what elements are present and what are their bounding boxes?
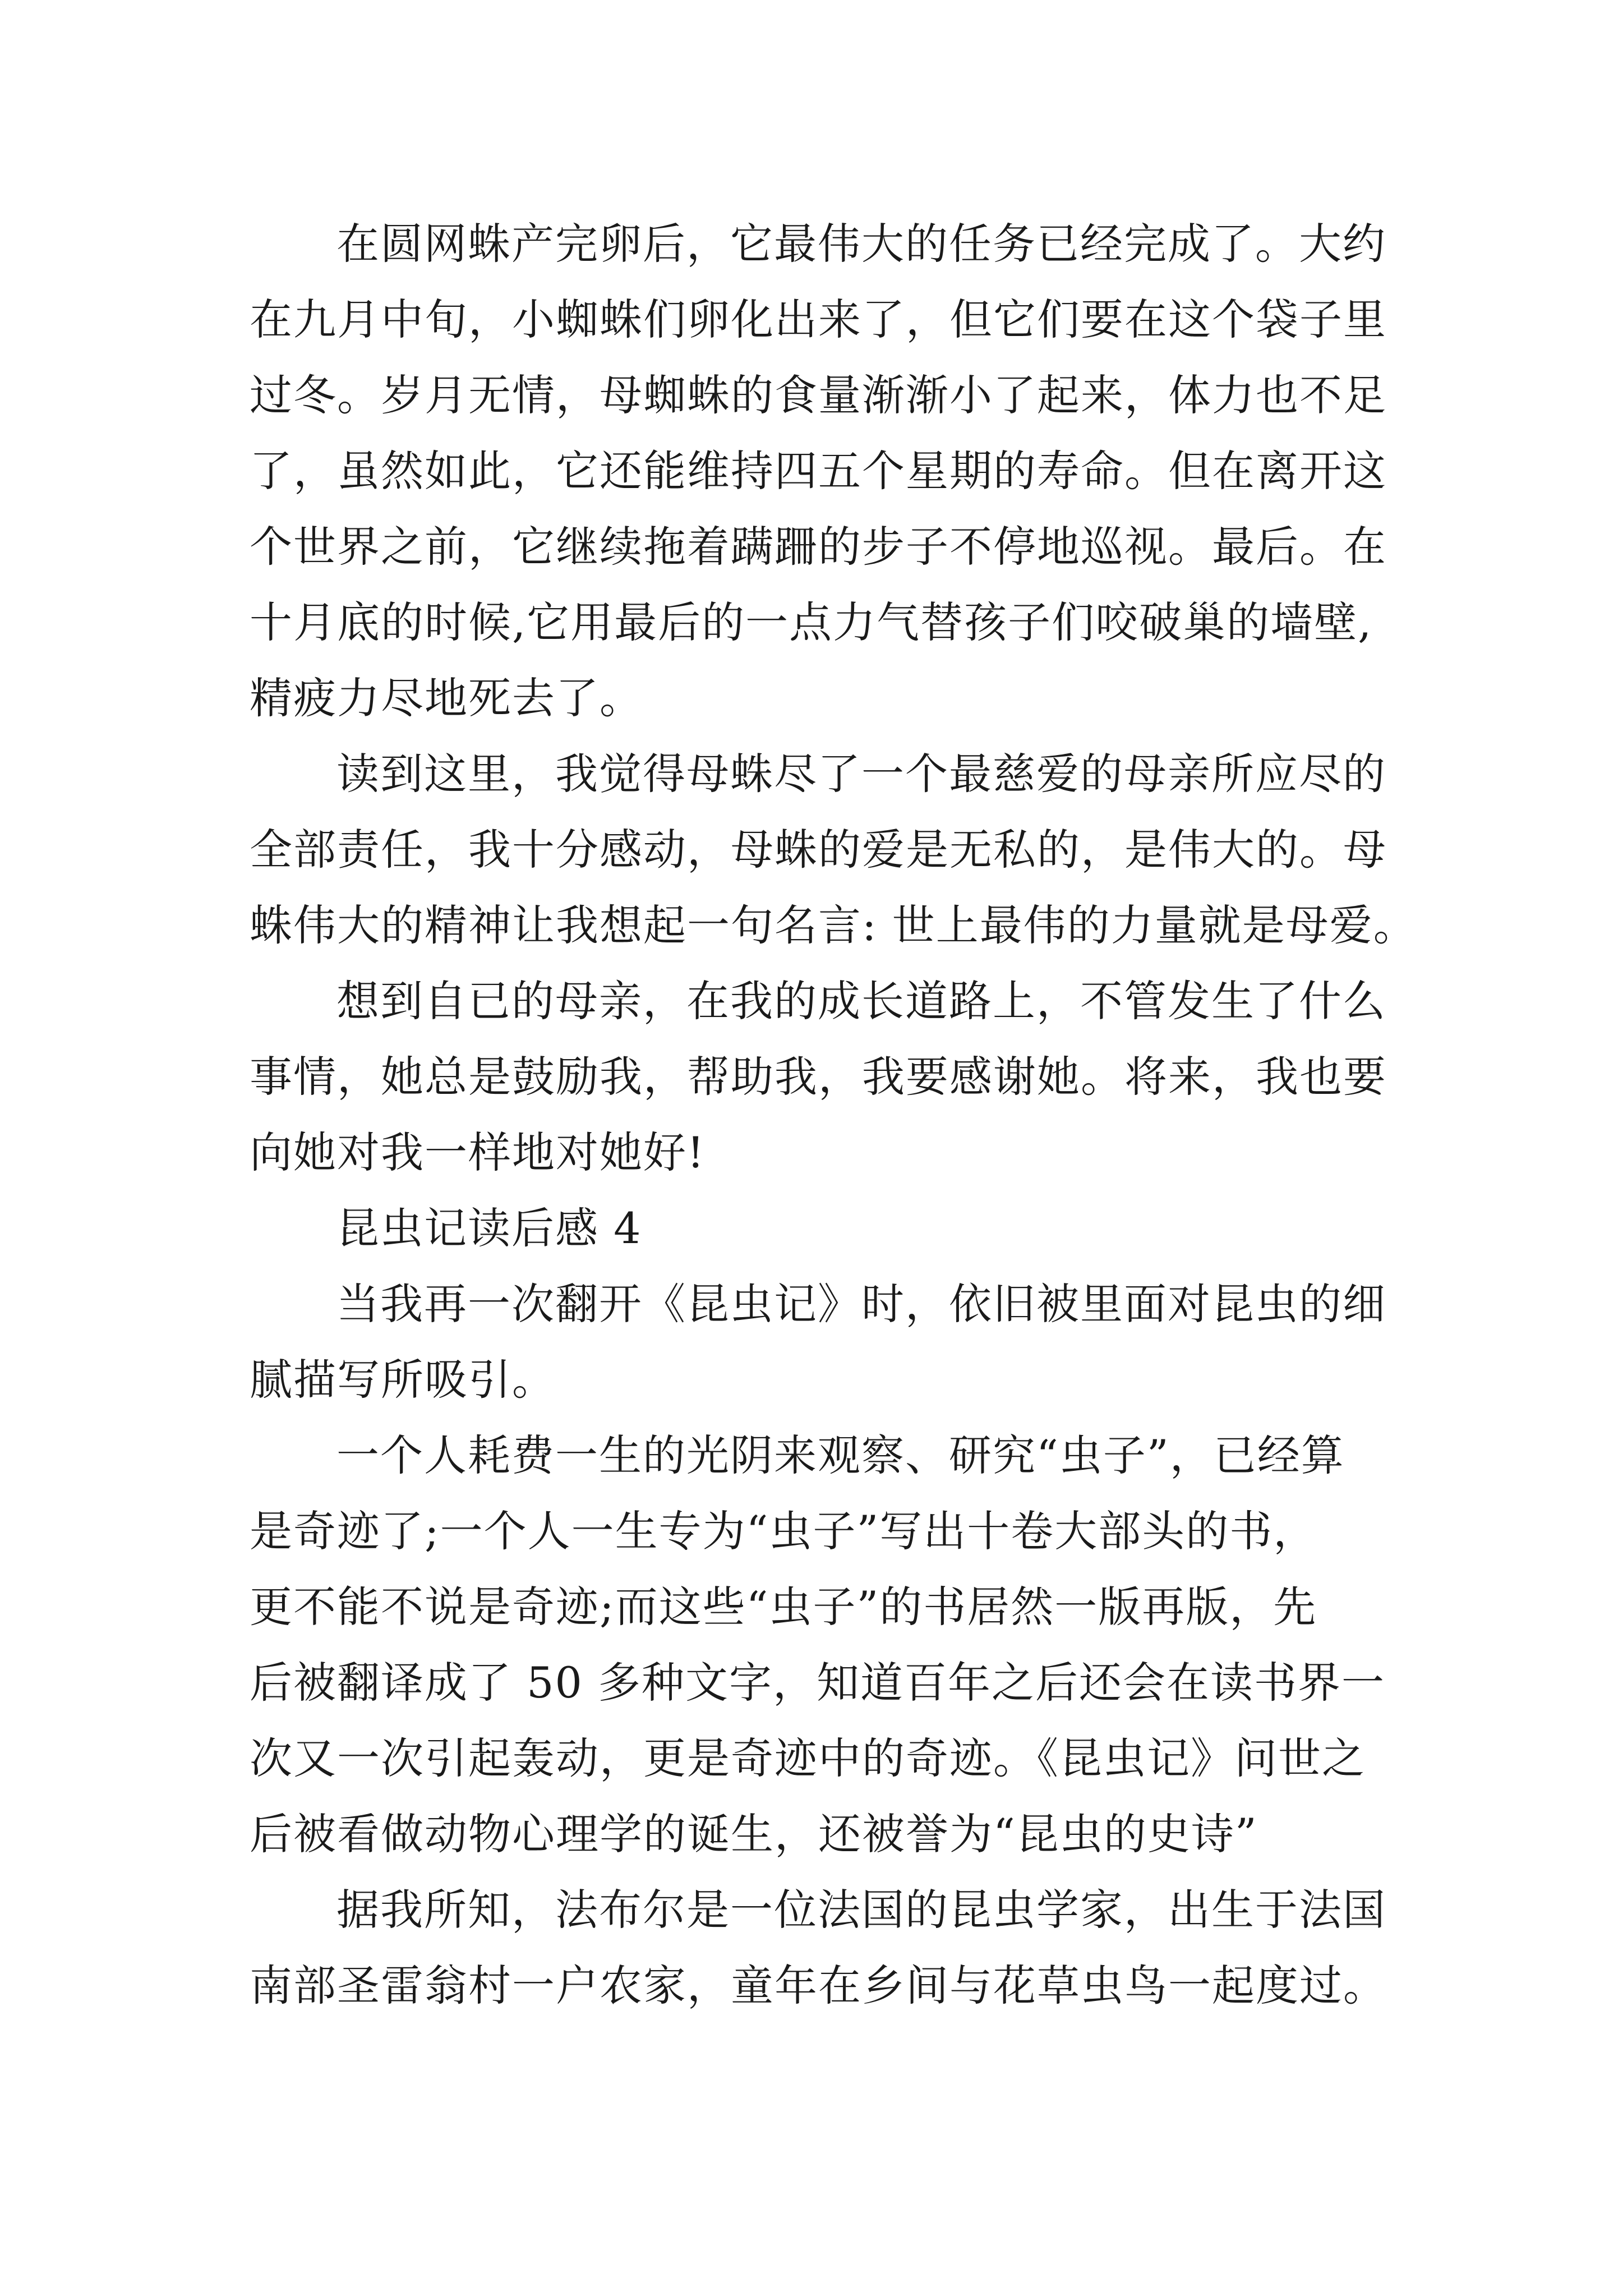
text-line: 据我所知，法布尔是一位法国的昆虫学家，出生于法国 xyxy=(336,1885,1386,1935)
text-line: 次又一次引起轰动，更是奇迹中的奇迹。《昆虫记》问世之 xyxy=(250,1733,1366,1783)
text-line: 腻描写所吸引。 xyxy=(250,1355,556,1405)
text-line: 想到自已的母亲，在我的成长道路上，不管发生了什么 xyxy=(336,976,1386,1026)
text-line: 了，虽然如此，它还能维持四五个星期的寿命。但在离开这 xyxy=(250,446,1387,496)
text-line: 南部圣雷翁村一户农家，童年在乡间与花草虫鸟一起度过。 xyxy=(250,1961,1387,2010)
text-line: 过冬。岁月无情，母蜘蛛的食量渐渐小了起来，体力也不足 xyxy=(250,370,1387,420)
text-line: 一个人耗费一生的光阴来观察、研究“虫子”，已经算 xyxy=(336,1430,1345,1480)
section-heading: 昆虫记读后感 4 xyxy=(336,1203,642,1253)
text-line: 在九月中旬，小蜘蛛们卵化出来了，但它们要在这个袋子里 xyxy=(250,295,1387,344)
text-line: 更不能不说是奇迹;而这些“虫子”的书居然一版再版，先 xyxy=(250,1582,1317,1632)
text-line: 个世界之前，它继续拖着蹒跚的步子不停地巡视。最后。在 xyxy=(250,522,1387,572)
text-line: 在圆网蛛产完卵后，它最伟大的任务已经完成了。大约 xyxy=(336,219,1386,269)
text-line: 十月底的时候,它用最后的一点力气替孩子们咬破巢的墙壁, xyxy=(250,597,1373,647)
text-line: 全部责任，我十分感动，母蛛的爱是无私的，是伟大的。母 xyxy=(250,825,1387,875)
text-line: 蛛伟大的精神让我想起一句名言: 世上最伟的力量就是母爱。 xyxy=(250,900,1417,950)
text-line: 后被看做动物心理学的诞生，还被誉为“昆虫的史诗” xyxy=(250,1809,1258,1859)
text-line: 是奇迹了;一个人一生专为“虫子”写出十卷大部头的书， xyxy=(250,1506,1317,1556)
text-line: 向她对我一样地对她好! xyxy=(250,1128,706,1177)
text-line: 精疲力尽地死去了。 xyxy=(250,673,643,723)
text-line: 后被翻译成了 50 多种文字，知道百年之后还会在读书界一 xyxy=(250,1658,1386,1708)
text-line: 读到这里，我觉得母蛛尽了一个最慈爱的母亲所应尽的 xyxy=(336,749,1386,799)
text-line: 事情，她总是鼓励我，帮助我，我要感谢她。将来，我也要 xyxy=(250,1052,1387,1102)
text-line: 当我再一次翻开《昆虫记》时，依旧被里面对昆虫的细 xyxy=(336,1279,1386,1329)
